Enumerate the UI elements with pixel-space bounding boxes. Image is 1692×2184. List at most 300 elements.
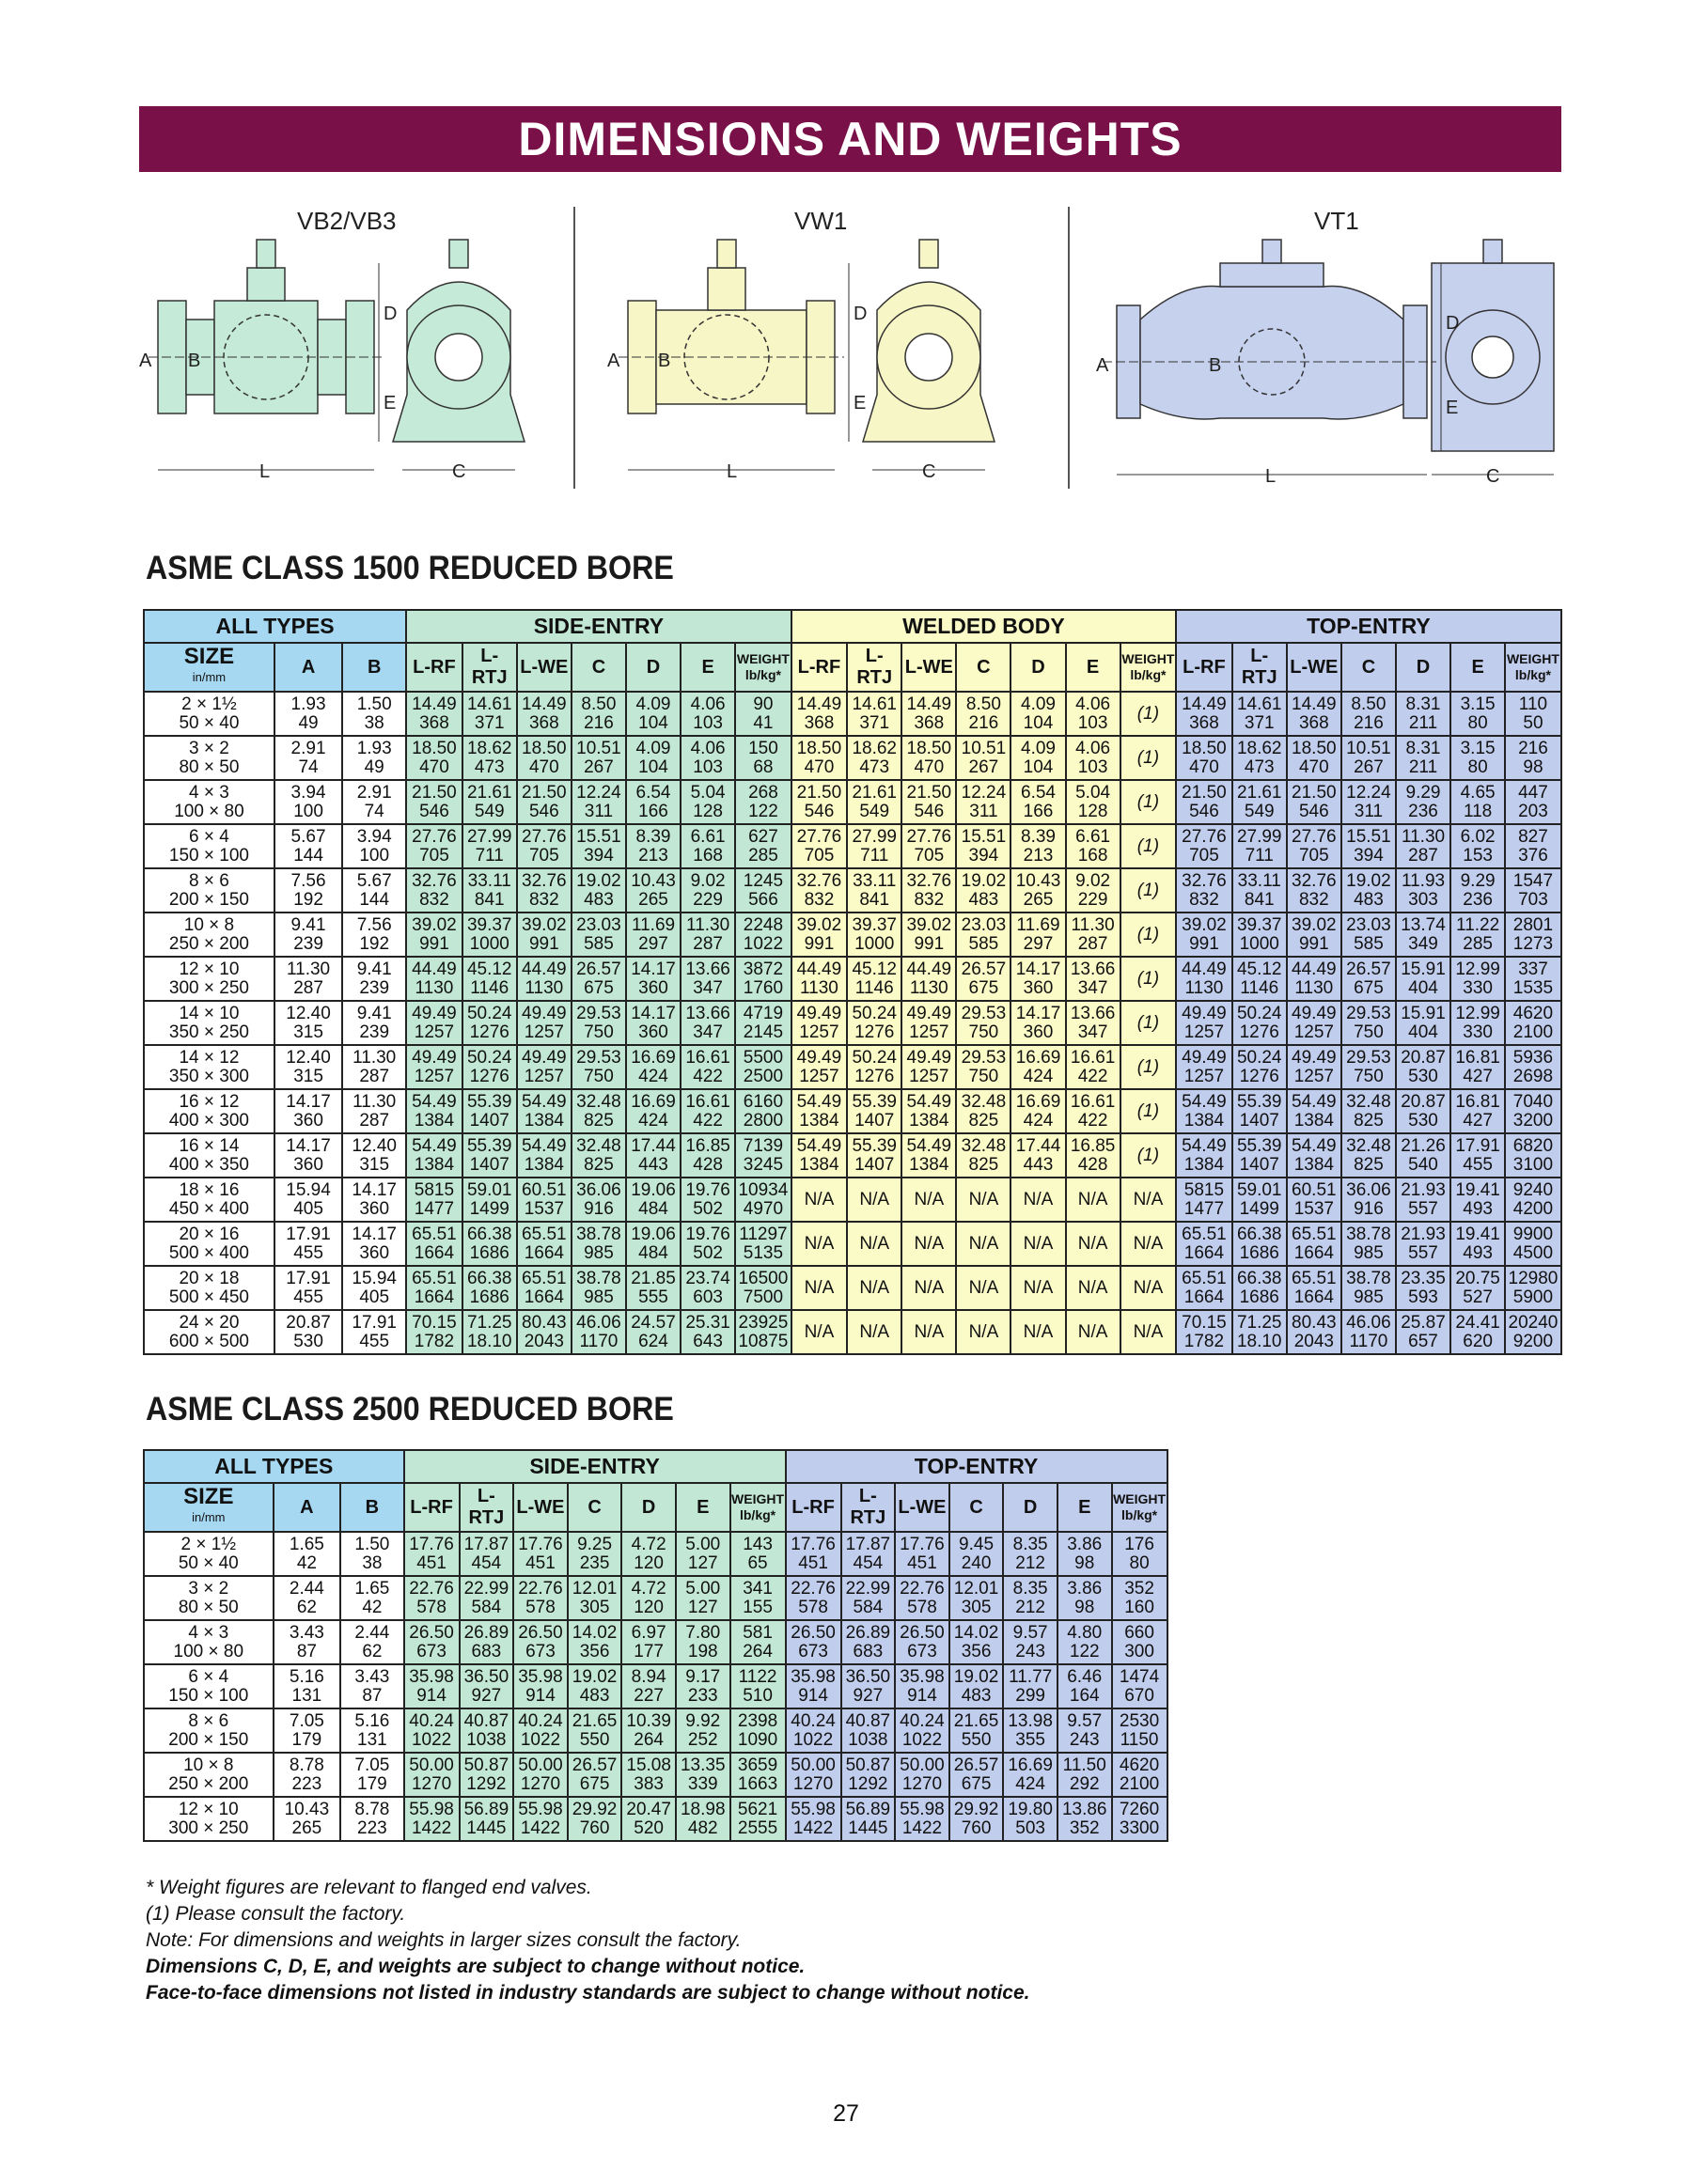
- side-cell-in: 9.17: [685, 1666, 721, 1687]
- welded-cell: [847, 692, 901, 736]
- top-cell-in: 45.12: [1236, 959, 1282, 979]
- side-cell: [735, 1266, 791, 1310]
- welded-cell: [1066, 736, 1120, 780]
- top-cell-mm: 1022: [901, 1729, 943, 1750]
- header-col: D: [1396, 643, 1450, 692]
- header-size-label: SIZE: [183, 1484, 234, 1509]
- side-cell: [626, 1001, 681, 1045]
- side-cell-mm: 673: [525, 1641, 556, 1661]
- header-col: D: [1010, 643, 1065, 692]
- top-cell: [1396, 1266, 1450, 1310]
- top-cell-mm: 427: [1463, 1066, 1493, 1086]
- b-cell-in: 2.44: [354, 1622, 390, 1643]
- top-cell-in: 16.81: [1455, 1091, 1500, 1112]
- size-cell-mm: 50 × 40: [178, 1552, 239, 1573]
- header-col: L-RF: [791, 643, 848, 692]
- top-cell-mm: 80: [1129, 1552, 1150, 1573]
- side-cell-mm: 1022: [520, 1729, 561, 1750]
- welded-cell: [1066, 1001, 1120, 1045]
- b-cell-mm: 38: [364, 712, 384, 733]
- side-cell: [626, 1310, 681, 1354]
- top-cell-mm: 503: [1015, 1817, 1045, 1838]
- top-cell-mm: 5900: [1512, 1287, 1554, 1307]
- top-cell-in: 22.99: [845, 1578, 891, 1599]
- side-cell-in: 17.76: [409, 1534, 454, 1554]
- welded-na-cell: N/A: [901, 1178, 956, 1222]
- side-cell: [735, 780, 791, 824]
- top-cell: [1341, 1266, 1396, 1310]
- side-cell: [568, 1576, 622, 1620]
- side-cell-mm: 371: [474, 712, 505, 733]
- side-cell-in: 29.92: [572, 1799, 618, 1819]
- welded-cell-mm: 675: [968, 977, 999, 998]
- top-cell: [1396, 1045, 1450, 1089]
- side-cell: [572, 824, 626, 868]
- b-cell-in: 14.17: [352, 1224, 397, 1244]
- side-cell: [681, 736, 735, 780]
- header-welded-body: WELDED BODY: [791, 610, 1177, 643]
- header-col: L-RTJ: [847, 643, 901, 692]
- header-side-entry: SIDE-ENTRY: [404, 1450, 786, 1483]
- top-cell-mm: 825: [1354, 1154, 1384, 1175]
- dim-letter-b: B: [1209, 355, 1222, 376]
- welded-cell: [956, 824, 1010, 868]
- welded-cell: [901, 736, 956, 780]
- a-cell-in: 17.91: [286, 1268, 331, 1288]
- side-cell: [626, 1045, 681, 1089]
- welded-cell: [956, 736, 1010, 780]
- top-cell-in: 26.89: [845, 1622, 891, 1643]
- side-cell-mm: 428: [693, 1154, 723, 1175]
- table-row: [144, 1753, 1167, 1797]
- side-cell-mm: 673: [416, 1641, 446, 1661]
- side-cell-mm: 1038: [466, 1729, 507, 1750]
- side-cell: [626, 1266, 681, 1310]
- top-cell-mm: 285: [1463, 933, 1493, 954]
- welded-cell-mm: 422: [1077, 1110, 1108, 1131]
- top-cell-in: 32.48: [1346, 1135, 1391, 1156]
- side-cell-in: 4.09: [635, 738, 671, 758]
- welded-cell-mm: 311: [969, 801, 998, 821]
- side-cell: [681, 780, 735, 824]
- top-cell-in: 4620: [1119, 1755, 1160, 1775]
- side-cell: [513, 1620, 568, 1664]
- side-cell-in: 65.51: [412, 1268, 457, 1288]
- side-cell-mm: 339: [687, 1773, 718, 1794]
- a-cell-mm: 74: [298, 757, 319, 777]
- table-row: [144, 1178, 1561, 1222]
- top-cell: [786, 1664, 841, 1708]
- size-cell-mm: 450 × 400: [168, 1198, 249, 1219]
- side-cell-mm: 265: [638, 889, 668, 910]
- a-cell-mm: 405: [293, 1198, 323, 1219]
- welded-cell-in: 55.39: [852, 1091, 897, 1112]
- side-cell-mm: 356: [579, 1641, 610, 1661]
- welded-cell-mm: 424: [1023, 1066, 1054, 1086]
- welded-na-cell: N/A: [1066, 1178, 1120, 1222]
- top-cell: [895, 1576, 949, 1620]
- top-cell: [1341, 1133, 1396, 1178]
- size-cell-in: 12 × 10: [179, 959, 240, 979]
- top-cell-mm: 527: [1463, 1287, 1493, 1307]
- side-cell-mm: 483: [584, 889, 614, 910]
- b-cell: [342, 1178, 406, 1222]
- side-cell-mm: 1257: [414, 1066, 455, 1086]
- size-cell: [144, 824, 274, 868]
- top-cell-mm: 80: [1467, 712, 1488, 733]
- top-cell-mm: 240: [961, 1552, 992, 1573]
- welded-cell: [1010, 1001, 1065, 1045]
- side-cell-in: 54.49: [522, 1091, 567, 1112]
- side-cell-in: 32.76: [412, 870, 457, 891]
- top-cell: [1341, 913, 1396, 957]
- side-cell-mm: 1276: [469, 1066, 509, 1086]
- top-cell-in: 29.53: [1346, 1047, 1391, 1068]
- b-cell-mm: 223: [357, 1817, 387, 1838]
- a-cell-mm: 360: [293, 1154, 323, 1175]
- top-cell-in: 26.50: [791, 1622, 836, 1643]
- top-cell: [1505, 1089, 1561, 1133]
- side-cell-mm: 424: [638, 1110, 668, 1131]
- b-cell-in: 12.40: [352, 1135, 397, 1156]
- size-cell-in: 20 × 18: [179, 1268, 240, 1288]
- top-cell-in: 15.91: [1401, 959, 1446, 979]
- top-cell: [1112, 1797, 1167, 1841]
- b-cell: [340, 1797, 403, 1841]
- top-cell: [1450, 780, 1505, 824]
- top-cell-mm: 3100: [1512, 1154, 1554, 1175]
- table-row: [144, 1797, 1167, 1841]
- side-cell-in: 17.87: [463, 1534, 509, 1554]
- side-cell-in: 15.51: [576, 826, 621, 847]
- side-cell-mm: 65: [747, 1552, 768, 1573]
- side-cell-in: 55.98: [409, 1799, 454, 1819]
- top-cell-mm: 1535: [1512, 977, 1554, 998]
- top-cell-in: 16.81: [1455, 1047, 1500, 1068]
- side-cell: [735, 1045, 791, 1089]
- welded-cell-mm: 216: [968, 712, 999, 733]
- side-cell: [681, 1178, 735, 1222]
- welded-consult-cell: (1): [1120, 692, 1177, 736]
- side-cell-mm: 1022: [743, 933, 784, 954]
- a-cell: [274, 692, 342, 736]
- header-weight: [730, 1483, 786, 1532]
- side-cell-in: 19.76: [685, 1179, 730, 1200]
- side-cell-mm: 4970: [743, 1198, 784, 1219]
- a-cell-in: 14.17: [286, 1091, 331, 1112]
- top-cell: [1396, 824, 1450, 868]
- welded-cell-mm: 1146: [854, 977, 894, 998]
- top-cell: [1176, 1310, 1232, 1354]
- side-cell-in: 26.57: [576, 959, 621, 979]
- side-cell-mm: 394: [584, 845, 614, 866]
- welded-cell-mm: 104: [1023, 712, 1054, 733]
- side-cell: [572, 913, 626, 957]
- side-cell-in: 268: [748, 782, 778, 803]
- top-cell-mm: 585: [1354, 933, 1384, 954]
- top-cell-in: 8.31: [1405, 694, 1441, 714]
- side-cell-mm: 549: [474, 801, 505, 821]
- top-cell: [1232, 1222, 1287, 1266]
- size-cell-in: 4 × 3: [188, 1622, 229, 1643]
- top-cell: [949, 1708, 1004, 1753]
- top-cell: [1176, 1222, 1232, 1266]
- top-cell: [1176, 957, 1232, 1001]
- top-cell-mm: 330: [1463, 1022, 1493, 1042]
- side-cell-in: 66.38: [466, 1268, 512, 1288]
- top-cell-in: 4.80: [1067, 1622, 1103, 1643]
- welded-cell: [791, 1045, 848, 1089]
- top-cell: [1287, 824, 1341, 868]
- header-col: L-WE: [517, 643, 572, 692]
- welded-cell-in: 4.06: [1075, 694, 1111, 714]
- welded-cell: [1010, 780, 1065, 824]
- side-cell: [517, 824, 572, 868]
- top-cell: [1232, 1266, 1287, 1310]
- top-cell-mm: 153: [1463, 845, 1493, 866]
- top-cell-mm: 1384: [1293, 1110, 1334, 1131]
- welded-cell-mm: 1257: [909, 1022, 949, 1042]
- side-cell-mm: 1130: [525, 977, 564, 998]
- welded-cell-in: 14.61: [852, 694, 897, 714]
- a-cell-mm: 530: [293, 1331, 323, 1351]
- side-cell-mm: 422: [693, 1066, 723, 1086]
- top-cell-mm: 711: [1245, 845, 1274, 866]
- top-cell-in: 50.24: [1236, 1003, 1282, 1023]
- top-cell-in: 18.50: [1292, 738, 1337, 758]
- b-cell-mm: 144: [359, 889, 390, 910]
- size-cell-in: 14 × 10: [179, 1003, 240, 1023]
- a-cell: [274, 1045, 342, 1089]
- welded-cell-mm: 825: [968, 1110, 999, 1131]
- top-cell-in: 71.25: [1236, 1312, 1282, 1333]
- header-weight-unit: lb/kg*: [1130, 667, 1167, 682]
- side-cell-in: 4.06: [690, 738, 726, 758]
- top-cell-mm: 985: [1354, 1287, 1384, 1307]
- a-cell-in: 1.93: [290, 694, 326, 714]
- side-cell-mm: 1384: [414, 1154, 455, 1175]
- side-cell-in: 8.94: [631, 1666, 666, 1687]
- welded-cell-mm: 229: [1077, 889, 1108, 910]
- top-cell-in: 15.91: [1401, 1003, 1446, 1023]
- a-cell-mm: 42: [296, 1552, 317, 1573]
- header-size-unit: in/mm: [192, 670, 227, 684]
- welded-cell-in: 21.50: [906, 782, 952, 803]
- side-cell-in: 6.61: [690, 826, 726, 847]
- side-cell-in: 50.87: [463, 1755, 509, 1775]
- a-cell: [274, 780, 342, 824]
- top-cell-mm: 1384: [1183, 1110, 1225, 1131]
- side-cell-mm: 578: [416, 1597, 446, 1617]
- a-cell-in: 20.87: [286, 1312, 331, 1333]
- b-cell-mm: 100: [359, 845, 390, 866]
- side-cell: [406, 913, 462, 957]
- side-cell-mm: 41: [753, 712, 774, 733]
- top-cell-mm: 267: [1354, 757, 1384, 777]
- top-cell-mm: 305: [961, 1597, 992, 1617]
- top-cell-mm: 164: [1069, 1685, 1100, 1706]
- top-cell-in: 70.15: [1182, 1312, 1227, 1333]
- top-cell-in: 33.11: [1237, 870, 1281, 891]
- side-cell: [621, 1708, 676, 1753]
- header-side-entry: SIDE-ENTRY: [406, 610, 791, 643]
- header-weight-unit: lb/kg*: [744, 667, 781, 682]
- side-cell-mm: 473: [474, 757, 505, 777]
- b-cell-in: 1.50: [354, 1534, 390, 1554]
- side-cell-in: 150: [748, 738, 778, 758]
- dim-letter-a: A: [1096, 355, 1109, 376]
- top-cell-mm: 451: [907, 1552, 937, 1573]
- top-cell-in: 21.65: [953, 1710, 999, 1731]
- welded-na-cell: N/A: [791, 1310, 848, 1354]
- welded-cell-mm: 1276: [854, 1066, 895, 1086]
- welded-cell-mm: 287: [1077, 933, 1108, 954]
- b-cell-in: 1.93: [356, 738, 392, 758]
- side-cell-mm: 683: [471, 1641, 502, 1661]
- top-cell: [1232, 1310, 1287, 1354]
- top-cell: [1176, 913, 1232, 957]
- side-cell: [572, 957, 626, 1001]
- a-cell-mm: 360: [293, 1110, 323, 1131]
- header-size-unit: in/mm: [192, 1510, 226, 1524]
- side-cell-in: 56.89: [463, 1799, 509, 1819]
- top-cell-mm: 473: [1244, 757, 1275, 777]
- a-cell-in: 7.56: [290, 870, 326, 891]
- top-cell-mm: 424: [1015, 1773, 1045, 1794]
- side-cell: [730, 1620, 786, 1664]
- side-cell: [735, 1001, 791, 1045]
- side-cell-in: 70.15: [412, 1312, 457, 1333]
- a-cell: [274, 736, 342, 780]
- top-cell-mm: 212: [1015, 1552, 1045, 1573]
- table-row: [144, 824, 1561, 868]
- top-cell-in: 35.98: [791, 1666, 836, 1687]
- welded-cell-in: 11.30: [1071, 914, 1115, 935]
- side-cell: [460, 1620, 514, 1664]
- side-cell-mm: 1257: [414, 1022, 455, 1042]
- side-cell: [730, 1708, 786, 1753]
- size-cell-in: 16 × 14: [179, 1135, 240, 1156]
- side-cell: [460, 1797, 514, 1841]
- side-cell-mm: 991: [419, 933, 449, 954]
- side-cell-in: 7.80: [685, 1622, 721, 1643]
- top-cell-mm: 750: [1354, 1066, 1384, 1086]
- b-cell-mm: 87: [362, 1685, 383, 1706]
- top-cell: [1287, 1266, 1341, 1310]
- side-cell-mm: 3245: [743, 1154, 784, 1175]
- side-cell-in: 18.98: [680, 1799, 726, 1819]
- top-cell-in: 20.87: [1401, 1047, 1446, 1068]
- side-cell-in: 10.43: [631, 870, 676, 891]
- a-cell-mm: 100: [293, 801, 323, 821]
- side-cell-in: 38.78: [576, 1268, 621, 1288]
- top-cell-mm: 368: [1298, 712, 1329, 733]
- side-cell-mm: 1170: [579, 1331, 619, 1351]
- a-cell-in: 17.91: [286, 1224, 331, 1244]
- side-cell: [406, 1178, 462, 1222]
- top-cell-mm: 1664: [1183, 1287, 1225, 1307]
- top-cell-in: 50.00: [791, 1755, 836, 1775]
- side-cell-mm: 264: [634, 1729, 664, 1750]
- side-cell-in: 19.02: [572, 1666, 618, 1687]
- top-cell-in: 17.91: [1455, 1135, 1500, 1156]
- side-cell-mm: 297: [638, 933, 668, 954]
- top-cell: [1112, 1532, 1167, 1576]
- welded-cell-mm: 1384: [909, 1154, 949, 1175]
- dim-letter-e: E: [854, 393, 867, 413]
- b-cell-mm: 360: [359, 1242, 390, 1263]
- side-cell-mm: 484: [638, 1198, 668, 1219]
- side-cell-in: 65.51: [412, 1224, 457, 1244]
- top-cell-mm: 1445: [848, 1817, 888, 1838]
- welded-na-cell: N/A: [956, 1266, 1010, 1310]
- side-cell: [462, 1222, 517, 1266]
- top-cell-mm: 1384: [1293, 1154, 1334, 1175]
- welded-na-cell: N/A: [1120, 1266, 1177, 1310]
- welded-cell-in: 44.49: [906, 959, 952, 979]
- top-cell-mm: 1407: [1239, 1110, 1279, 1131]
- top-cell-in: 3.86: [1067, 1578, 1103, 1599]
- side-cell-in: 1122: [738, 1666, 777, 1687]
- vt1-valve-drawing: [1079, 235, 1559, 498]
- welded-cell-mm: 443: [1023, 1154, 1054, 1175]
- side-cell-in: 22.99: [463, 1578, 509, 1599]
- header-all-types: ALL TYPES: [144, 1450, 404, 1483]
- side-cell-in: 1245: [743, 870, 784, 891]
- side-cell-mm: 1270: [411, 1773, 452, 1794]
- side-cell-in: 39.37: [466, 914, 512, 935]
- welded-cell: [1066, 913, 1120, 957]
- side-cell-mm: 1407: [469, 1110, 509, 1131]
- a-cell-in: 11.30: [286, 959, 331, 979]
- top-cell-in: 32.76: [1292, 870, 1337, 891]
- size-cell-in: 2 × 1½: [180, 1534, 237, 1554]
- welded-cell-mm: 1257: [909, 1066, 949, 1086]
- top-cell-in: 22.76: [791, 1578, 836, 1599]
- side-cell-in: 22.76: [409, 1578, 454, 1599]
- top-cell-in: 36.50: [845, 1666, 891, 1687]
- size-cell-in: 3 × 2: [188, 1578, 229, 1599]
- table-row: [144, 868, 1561, 913]
- top-cell-mm: 1686: [1239, 1287, 1279, 1307]
- welded-consult-cell: (1): [1120, 1045, 1177, 1089]
- side-cell-mm: 841: [474, 889, 505, 910]
- side-cell-in: 9.02: [690, 870, 726, 891]
- top-cell: [1232, 957, 1287, 1001]
- side-cell: [681, 1133, 735, 1178]
- side-cell-in: 12.24: [576, 782, 621, 803]
- side-cell-in: 29.53: [576, 1047, 621, 1068]
- side-cell-in: 3872: [743, 959, 784, 979]
- b-cell-mm: 179: [357, 1773, 387, 1794]
- side-cell-mm: 451: [525, 1552, 556, 1573]
- welded-cell-in: 32.76: [906, 870, 952, 891]
- top-cell: [1450, 1001, 1505, 1045]
- a-cell-in: 14.17: [286, 1135, 331, 1156]
- side-cell: [404, 1753, 460, 1797]
- welded-cell-in: 14.17: [1015, 1003, 1061, 1023]
- side-cell: [681, 824, 735, 868]
- table-row: [144, 913, 1561, 957]
- top-cell: [949, 1664, 1004, 1708]
- top-cell-mm: 98: [1074, 1597, 1095, 1617]
- side-cell: [517, 736, 572, 780]
- dim-letter-a: A: [139, 351, 152, 371]
- side-cell-in: 40.87: [463, 1710, 509, 1731]
- welded-na-cell: N/A: [847, 1222, 901, 1266]
- side-cell: [572, 692, 626, 736]
- top-cell: [1341, 1045, 1396, 1089]
